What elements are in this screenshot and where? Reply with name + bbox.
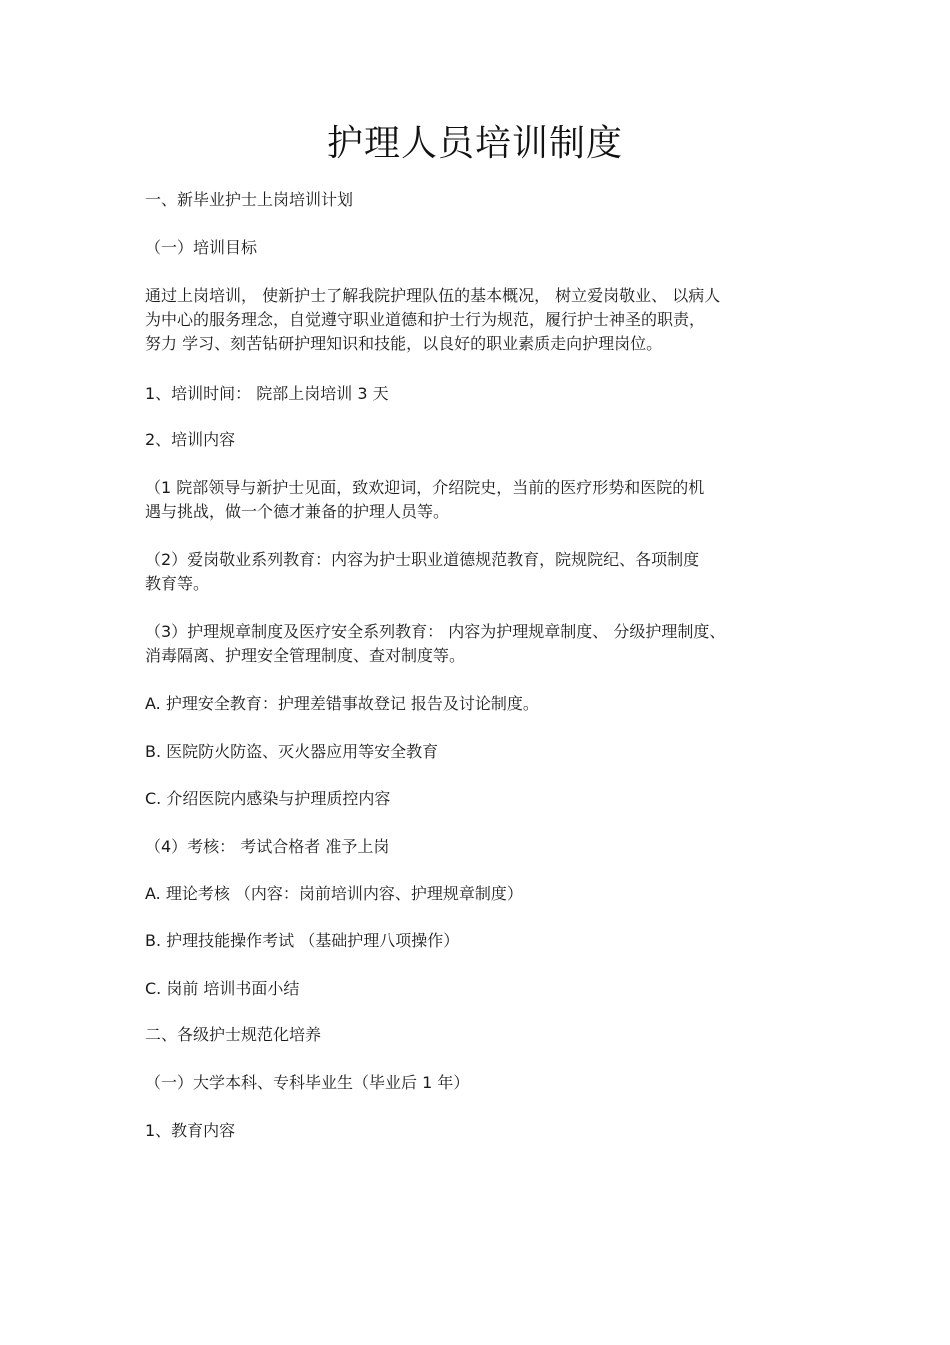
content-item-2-line: （2）爱岗敬业系列教育：内容为护士职业道德规范教育，院规院纪、各项制度 bbox=[145, 550, 700, 569]
goal-paragraph-line: 通过上岗培训， 使新护士了解我院护理队伍的基本概况， 树立爱岗敬业、 以病人 bbox=[145, 286, 721, 305]
item4-b: B. 护理技能操作考试 （基础护理八项操作） bbox=[145, 931, 460, 950]
section1-heading: 一、新毕业护士上岗培训计划 bbox=[145, 190, 354, 209]
content-item-1-line: 遇与挑战，做一个德才兼备的护理人员等。 bbox=[145, 502, 450, 521]
training-time: 1、培训时间： 院部上岗培训 3 天 bbox=[145, 384, 389, 403]
goal-paragraph bbox=[145, 284, 825, 356]
subsection1-heading: （一）培训目标 bbox=[145, 238, 258, 257]
content-item-3-line: 消毒隔离、护理安全管理制度、查对制度等。 bbox=[145, 646, 466, 665]
content-item-2-line: 教育等。 bbox=[145, 574, 210, 593]
item4-assessment: （4）考核： 考试合格者 准予上岗 bbox=[145, 837, 390, 856]
content-item-1-line: （1 院部领导与新护士见面，致欢迎词，介绍院史，当前的医疗形势和医院的机 bbox=[145, 478, 705, 497]
item4-a: A. 理论考核 （内容：岗前培训内容、护理规章制度） bbox=[145, 884, 523, 903]
item3-b: B. 医院防火防盗、灭火器应用等安全教育 bbox=[145, 742, 439, 761]
section2-item1: 1、教育内容 bbox=[145, 1121, 236, 1140]
section2-sub1: （一）大学本科、专科毕业生（毕业后 1 年） bbox=[145, 1073, 470, 1092]
content-item-2 bbox=[145, 548, 825, 596]
section2-heading: 二、各级护士规范化培养 bbox=[145, 1025, 322, 1044]
content-item-3-line: （3）护理规章制度及医疗安全系列教育： 内容为护理规章制度、 分级护理制度、 bbox=[145, 622, 726, 641]
item3-c: C. 介绍医院内感染与护理质控内容 bbox=[145, 789, 391, 808]
goal-paragraph-line: 为中心的服务理念，自觉遵守职业道德和护士行为规范，履行护士神圣的职责， bbox=[145, 310, 706, 329]
content-item-3 bbox=[145, 620, 825, 668]
document-title: 护理人员培训制度 bbox=[326, 123, 623, 164]
goal-paragraph-line: 努力 学习、刻苦钻研护理知识和技能，以良好的职业素质走向护理岗位。 bbox=[145, 334, 663, 353]
item4-c: C. 岗前 培训书面小结 bbox=[145, 979, 300, 998]
item3-a: A. 护理安全教育：护理差错事故登记 报告及讨论制度。 bbox=[145, 694, 539, 713]
content-item-1 bbox=[145, 476, 825, 524]
training-content-heading: 2、培训内容 bbox=[145, 430, 236, 449]
